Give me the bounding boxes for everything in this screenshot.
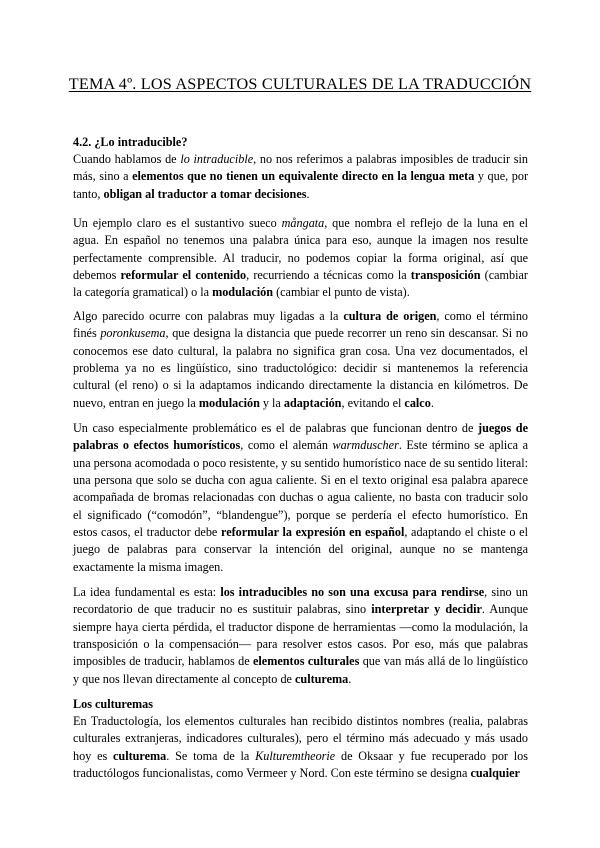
text-run: Cuando hablamos de <box>73 152 181 166</box>
text-run: . Se toma de la <box>166 748 256 763</box>
text-run: , como el alemán <box>240 438 333 453</box>
text-run: , no nos referimos a palabras imposibles de traducir sin más, sino a <box>73 152 529 184</box>
text-run: , recurriendo a técnicas como la <box>246 268 411 283</box>
italic-text: lo intraducible <box>180 152 254 166</box>
bold-text: elementos que no tienen un equivalente directo en la lengua meta <box>132 169 475 184</box>
paragraph-2 <box>73 215 528 302</box>
italic-text: mångata <box>281 216 325 230</box>
bold-text: cultura de origen <box>343 309 437 323</box>
bold-text: culturema <box>295 671 349 686</box>
bold-text: modulación <box>198 395 260 410</box>
bold-text: interpretar y decidir <box>371 602 482 617</box>
bold-text: modulación <box>212 285 274 300</box>
text-run: . Este término se aplica a una persona acomodada o poco resistente, y su sentido humorístico nace de su sentido literal: una persona que solo se ducha con agua caliente. Si en el texto original esa palabra aparece acompañada de bromas relacionadas con duchas o agua caliente, no basta con traducir solo el significado (“comodón”, “blandengue”), porque se perdería el efecto humorístico. En estos casos, el traductor debe <box>73 438 529 540</box>
bold-text: reformular el contenido <box>120 268 247 283</box>
text-run: de Oksaar y fue recuperado por los traductólogos funcionalistas, como Vermeer y Nord. Con este término se designa <box>73 748 528 781</box>
text-run: Algo parecido ocurre con palabras muy ligadas a la <box>73 309 344 323</box>
text-run: , que nombra el reflejo de la luna en el agua. En español no tenemos una palabra única para eso, aunque la imagen nos resulte perfectamente comprensible. Al traducir, no podemos copiar la forma original, así que debemos <box>73 216 528 283</box>
paragraph-5 <box>73 584 528 688</box>
bold-text: reformular la expresión en español <box>221 525 405 540</box>
document-title: TEMA 4º. LOS ASPECTOS CULTURALES DE LA TRADUCCIÓN <box>68 75 532 93</box>
text-run: La idea fundamental es esta: <box>73 585 221 599</box>
bold-text: calco <box>404 395 431 410</box>
text-run: Un ejemplo claro es el sustantivo sueco <box>73 216 282 230</box>
text-run: . <box>430 395 434 410</box>
text-run: , adaptando el chiste o el juego de palabras para conservar la intención del original, aunque no se mantenga exactamente la misma imagen. <box>73 525 528 574</box>
bold-text: elementos culturales <box>253 654 360 669</box>
bold-text: adaptación <box>283 395 342 410</box>
subheading-culturemas: Los culturemas <box>73 697 154 711</box>
text-run: . Aunque siempre haya cierta pérdida, el traductor dispone de herramientas —como la modulación, la transposición o la compensación— para resolver estos casos. Por eso, más que palabras imposibles de traducir, hablamos de <box>73 602 528 669</box>
text-run: , evitando el <box>341 395 405 410</box>
italic-text: Kulturemtheorie <box>255 748 336 763</box>
text-run: , sino un recordatorio de que traducir no es sustituir palabras, sino <box>73 585 528 617</box>
text-run: En Traductología, los elementos culturales han recibido distintos nombres (realia, palabras culturales extranjeras, indicadores culturales), pero el término más adecuado y más usado hoy es <box>73 714 528 763</box>
text-run: (cambiar la categoría gramatical) o la <box>73 268 528 300</box>
text-run: y que, por tanto, <box>73 169 529 201</box>
bold-text: obligan al traductor a tomar decisiones <box>103 186 307 201</box>
bold-text: cualquier <box>470 766 520 781</box>
text-run: Un caso especialmente problemático es el de palabras que funcionan dentro de <box>73 421 479 435</box>
bold-text: culturema <box>113 748 167 763</box>
paragraph-6 <box>73 713 528 782</box>
bold-text: los intraducibles no son una excusa para rendirse <box>220 585 485 599</box>
paragraph-1 <box>73 151 528 203</box>
paragraph-3 <box>73 308 528 412</box>
text-run: . <box>306 186 310 201</box>
text-run: y la <box>259 395 284 410</box>
text-run: , que designa la distancia que puede recorrer un reno sin descansar. Si no conocemos ese dato cultural, la palabra no significa gran cosa. Una vez documentados, el problema ya no es lingüístico, sino traductológico: decidir si mantenemos la referencia cultural (el reno) o si la adaptamos indicando directamente la distancia en kilómetros. De nuevo, entran en juego la <box>73 326 528 410</box>
section-heading: 4.2. ¿Lo intraducible? <box>73 135 188 149</box>
italic-text: poronkusema <box>100 326 166 341</box>
text-run: . <box>348 671 352 686</box>
bold-text: juegos de palabras o efectos humorísticos <box>73 421 528 453</box>
bold-text: transposición <box>410 268 481 283</box>
italic-text: warmduscher <box>332 438 399 453</box>
paragraph-4 <box>73 420 528 576</box>
text-run: (cambiar el punto de vista). <box>273 285 410 300</box>
text-run: , como el término finés <box>73 309 529 341</box>
text-run: que van más allá de lo lingüístico y que nos llevan directamente al concepto de <box>73 654 528 686</box>
